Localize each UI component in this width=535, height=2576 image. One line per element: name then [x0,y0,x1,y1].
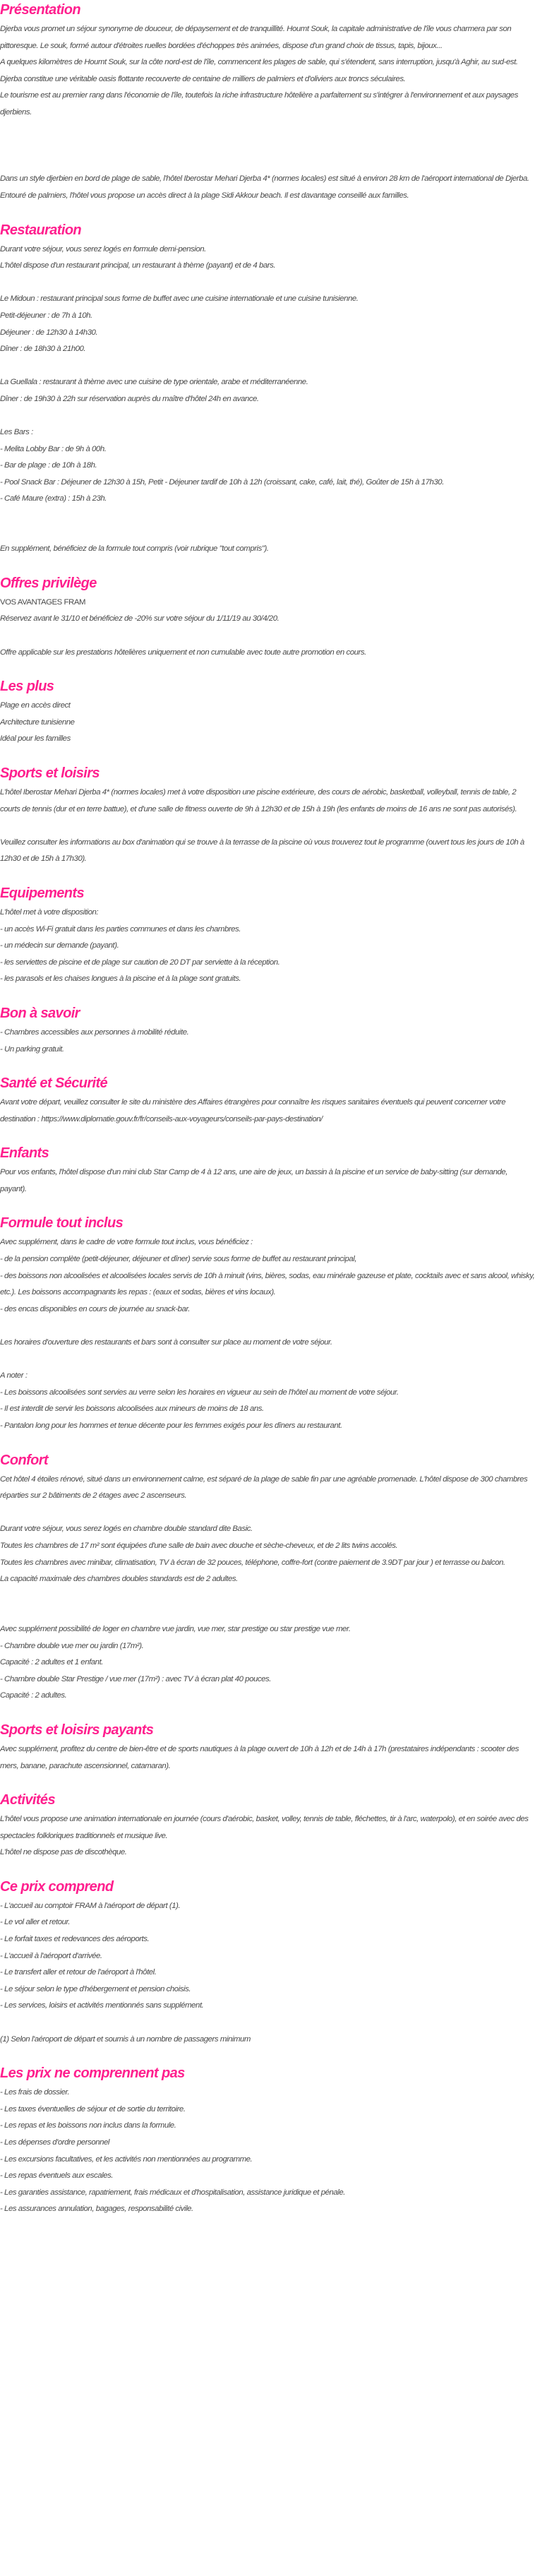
paragraph: L'hôtel Iberostar Mehari Djerba 4* (normes locales) met à votre disposition une piscine extérieure, des cours de aérobic, basketball, volleyball, tennis de table, 2 courts de tennis (dur et en terre battue), et d'une salle de fitness ouverte de 9h à 12h30 et de 15h à 19h (les enfants de moins de 16 ans ne sont pas autorisés). [0,787,517,813]
paragraph: Pour vos enfants, l'hôtel dispose d'un mini club Star Camp de 4 à 12 ans, une aire de jeux, un bassin à la piscine et un service de baby-sitting (sur demande, payant). [0,1168,508,1193]
paragraph: Idéal pour les familles [0,734,71,744]
blank-line [0,818,535,835]
paragraph: Dans un style djerbien en bord de plage de sable, l'hôtel Iberostar Mehari Djerba 4* (normes locales) est situé à environ 28 km de l'aéroport international de Djerba. Entouré de palmiers, l'hôtel vous propose un accès direct à la plage Sidi Akkour beach. Il est davantage conseillé aux familles. [0,174,529,200]
section-prix-ne-comprennent-pas [0,2063,535,2234]
blank-line [0,358,535,375]
list-item: - Café Maure (extra) : 15h à 23h. [0,494,107,503]
section-sante-securite [0,1073,535,1143]
blank-line [0,1318,535,1335]
paragraph: La Guellala : restaurant à thème avec une cuisine de type orientale, arabe et méditerranéenne. [0,378,308,387]
section-heading: Formule tout inclus [0,1215,124,1232]
paragraph: Avec supplément, profitez du centre de bien-être et de sports nautiques à la plage ouvert de 10h à 12h et de 14h à 17h (prestataires indépendants : scooter des mers, banane, parachute ascensionnel, catamaran). [0,1744,519,1770]
list-item: - Les repas et les boissons non inclus dans la formule. [0,2121,176,2130]
blank-line [0,1588,535,1621]
paragraph: A noter : [0,1371,28,1381]
list-item: - Le séjour selon le type d'hébergement et pension choisis. [0,1984,191,1993]
section-gap [0,558,535,573]
section-heading: Présentation [0,2,80,18]
section-heading: Sports et loisirs payants [0,1722,154,1738]
list-item: - Le forfait taxes et redevances des aéroports. [0,1935,150,1944]
section-ce-prix-comprend [0,1877,535,2063]
section-gap [0,1128,535,1143]
section-heading: Les prix ne comprennent pas [0,2065,185,2082]
list-item: - Pantalon long pour les hommes et tenue décente pour les femmes exigés pour les dîners au restaurant. [0,1421,342,1430]
section-gap [0,1198,535,1213]
blank-line [0,628,535,645]
blank-line [0,2015,535,2032]
paragraph: Capacité : 2 adultes et 1 enfant. [0,1658,103,1667]
list-item: - les parasols et les chaises longues à la piscine et à la plage sont gratuits. [0,974,241,984]
list-item: - Le transfert aller et retour de l'aéroport à l'hôtel. [0,1968,157,1977]
section-heading: Sports et loisirs [0,765,100,781]
paragraph: Offre applicable sur les prestations hôtelières uniquement et non cumulable avec toute autre promotion en cours. [0,648,366,657]
list-item: - Les services, loisirs et activités mentionnés sans supplément. [0,2001,204,2010]
blank-line [0,121,535,155]
list-item: - Chambre double Star Prestige / vue mer (17m²) : avec TV à écran plat 40 pouces. [0,1674,271,1683]
section-les-plus [0,676,535,763]
section-heading: Restauration [0,222,82,238]
paragraph: Déjeuner : de 12h30 à 14h30. [0,328,98,337]
section-heading: Ce prix comprend [0,1878,114,1895]
list-item: - un accès Wi-Fi gratuit dans les parties communes et dans les chambres. [0,924,241,934]
list-item: - des boissons non alcoolisées et alcoolisées locales servis de 10h à minuit (vins, bières, sodas, eau minérale gazeuse et plate, cocktails avec et sans alcool, whisky, etc.). Les boissons accompagnants les repas : (eaux et sodas, bières et vins locaux). [0,1271,535,1297]
section-gap [0,988,535,1003]
paragraph: L'hôtel met à votre disposition: [0,907,99,917]
section-gap [0,205,535,220]
paragraph: Réservez avant le 31/10 et bénéficiez de -20% sur votre séjour du 1/11/19 au 30/4/20. [0,614,279,624]
list-item: - Les repas éventuels aux escales. [0,2171,114,2181]
paragraph: L'hôtel vous propose une animation internationale en journée (cours d'aérobic, basket, volley, tennis de table, fléchettes, tir à l'arc, waterpolo), et en soirée avec des spectacles folkloriques traditionnels et musique live. [0,1815,529,1840]
paragraph: Toutes les chambres avec minibar, climatisation, TV à écran de 32 pouces, téléphone, coffre-fort (contre paiement de 3.9DT par jour ) et terrasse ou balcon. [0,1558,505,1567]
paragraph: Le Midoun : restaurant principal sous forme de buffet avec une cuisine internationale et une cuisine tunisienne. [0,294,359,304]
paragraph: Toutes les chambres de 17 m² sont équipées d'une salle de bain avec douche et sèche-cheveux, et de 2 lits twins accolés. [0,1541,398,1550]
section-gap [0,661,535,676]
section-heading: Santé et Sécurité [0,1075,108,1092]
paragraph: Djerba constitue une véritable oasis flottante recouverte de centaine de milliers de palmiers et d'oliviers aux troncs séculaires. [0,74,406,83]
section-sports-loisirs [0,763,535,883]
paragraph: Plage en accès direct [0,701,71,710]
section-gap [0,2048,535,2063]
section-heading: Les plus [0,679,54,695]
list-item: - Les taxes éventuelles de séjour et de sortie du territoire. [0,2104,186,2113]
paragraph: Dîner : de 19h30 à 22h sur réservation auprès du maître d'hôtel 24h en avance. [0,394,259,403]
paragraph: Avec supplément possibilité de loger en chambre vue jardin, vue mer, star prestige ou star prestige vue mer. [0,1624,351,1633]
paragraph: Les Bars : [0,428,33,437]
list-item: - Pool Snack Bar : Déjeuner de 12h30 à 15h, Petit - Déjeuner tardif de 10h à 12h (croissant, cake, café, lait, thé), Goûter de 15h à 17h30. [0,477,444,487]
blank-line [0,275,535,292]
section-gap [0,748,535,763]
section-bon-a-savoir [0,1003,535,1073]
list-item: - L'accueil au comptoir FRAM à l'aéroport de départ (1). [0,1901,181,1910]
list-item: - L'accueil à l'aéroport d'arrivée. [0,1951,102,1960]
paragraph: Architecture tunisienne [0,717,75,727]
paragraph: Djerba vous promet un séjour synonyme de douceur, de dépaysement et de tranquillité. Houmt Souk, la capitale administrative de l'île vous charmera par son pittoresque. Le souk, formé autour d'étroites ruelles bordées d'échoppes très animées, dispose d'un grand choix de tissus, tapis, bijoux... [0,25,512,50]
section-enfants [0,1143,535,1213]
section-heading: Equipements [0,885,84,901]
list-item: - les serviettes de piscine et de plage sur caution de 20 DT par serviette à la réception. [0,958,280,967]
section-heading: Enfants [0,1145,49,1162]
list-item: - Les garanties assistance, rapatriement, frais médicaux et d'hospitalisation, assistance juridique et pénale. [0,2188,345,2197]
section-gap [0,1861,535,1877]
section-gap [0,2218,535,2234]
list-item: - Chambre double vue mer ou jardin (17m²). [0,1641,144,1650]
list-item: - de la pension complète (petit-déjeuner, déjeuner et dîner) servie sous forme de buffet au restaurant principal, [0,1255,357,1264]
list-item: - des encas disponibles en cours de journée au snack-bar. [0,1304,190,1313]
paragraph: Petit-déjeuner : de 7h à 10h. [0,311,92,320]
list-item: - un médecin sur demande (payant). [0,941,119,950]
paragraph: L'hôtel ne dispose pas de discothèque. [0,1848,127,1857]
list-item: - Les excursions facultatives, et les activités non mentionnées au programme. [0,2154,253,2164]
blank-line [0,407,535,424]
section-gap [0,1058,535,1073]
section-heading: Offres privilège [0,575,97,591]
list-item: - Les boissons alcoolisées sont servies au verre selon les horaires en vigueur au sein de l'hôtel au moment de votre séjour. [0,1388,399,1397]
section-restauration [0,220,535,573]
section-sports-loisirs-payants [0,1720,535,1790]
paragraph: Avec supplément, dans le cadre de votre formule tout inclus, vous bénéficiez : [0,1238,253,1247]
blank-line [0,155,535,172]
paragraph: (1) Selon l'aéroport de départ et soumis à un nombre de passagers minimum [0,2034,251,2044]
section-confort [0,1450,535,1720]
section-presentation [0,0,535,220]
list-item: - Les dépenses d'ordre personnel [0,2138,109,2147]
paragraph: Dîner : de 18h30 à 21h00. [0,345,86,354]
section-heading: Bon à savoir [0,1005,80,1021]
section-equipements [0,883,535,1003]
list-item: - Bar de plage : de 10h à 18h. [0,461,97,470]
section-gap [0,868,535,883]
section-heading: Activités [0,1792,55,1808]
blank-line [0,508,535,541]
paragraph: Les horaires d'ouverture des restaurants et bars sont à consulter sur place au moment de votre séjour. [0,1338,332,1347]
list-item: - Le vol aller et retour. [0,1918,71,1927]
paragraph: Capacité : 2 adultes. [0,1691,67,1700]
paragraph: VOS AVANTAGES FRAM [0,597,86,607]
paragraph: La capacité maximale des chambres doubles standards est de 2 adultes. [0,1575,238,1584]
paragraph: Cet hôtel 4 étoiles rénové, situé dans un environnement calme, est séparé de la plage de sable fin par une agréable promenade. L'hôtel dispose de 300 chambres réparties sur 2 bâtiments de 2 étages avec 2 ascenseurs. [0,1474,528,1501]
list-item: - Les frais de dossier. [0,2088,70,2097]
list-item: - Chambres accessibles aux personnes à mobilité réduite. [0,1027,189,1037]
section-offres-privilege [0,573,535,676]
paragraph: Le tourisme est au premier rang dans l'économie de l'île, toutefois la riche infrastructure hôtelière a parfaitement su s'intégrer à l'environnement et aux paysages djerbiens. [0,91,518,117]
paragraph: Durant votre séjour, vous serez logés en formule demi-pension. [0,244,206,254]
paragraph: A quelques kilomètres de Houmt Souk, sur la côte nord-est de l'île, commencent les plages de sable, qui s'étendent, sans interruption, jusqu'à Aghir, au sud-est. [0,58,518,67]
section-gap [0,1775,535,1790]
paragraph: Veuillez consulter les informations au box d'animation qui se trouve à la terrasse de la piscine où vous trouverez tout le programme (ouvert tous les jours de 10h à 12h30 et de 15h à 17h30). [0,837,524,864]
section-activites [0,1790,535,1877]
section-formule-tout-inclus [0,1213,535,1450]
blank-line [0,1505,535,1522]
list-item: - Un parking gratuit. [0,1044,64,1054]
section-heading: Confort [0,1452,48,1468]
blank-line [0,1352,535,1368]
section-gap [0,1435,535,1450]
paragraph: En supplément, bénéficiez de la formule tout compris (voir rubrique "tout compris"). [0,544,269,554]
list-item: - Les assurances annulation, bagages, responsabilité civile. [0,2205,193,2214]
paragraph: Durant votre séjour, vous serez logés en chambre double standard dite Basic. [0,1525,253,1534]
section-gap [0,1705,535,1720]
paragraph: Avant votre départ, veuillez consulter le site du ministère des Affaires étrangères pour connaître les risques sanitaires éventuels qui peuvent concerner votre destination : https://www.diplomatie.gouv.fr/fr/conseils-aux-voyageurs/conseils-par-pays-destination/ [0,1098,506,1123]
list-item: - Melita Lobby Bar : de 9h à 00h. [0,444,107,453]
list-item: - Il est interdit de servir les boissons alcoolisées aux mineurs de moins de 18 ans. [0,1405,264,1414]
paragraph: L'hôtel dispose d'un restaurant principal, un restaurant à thème (payant) et de 4 bars. [0,261,276,270]
